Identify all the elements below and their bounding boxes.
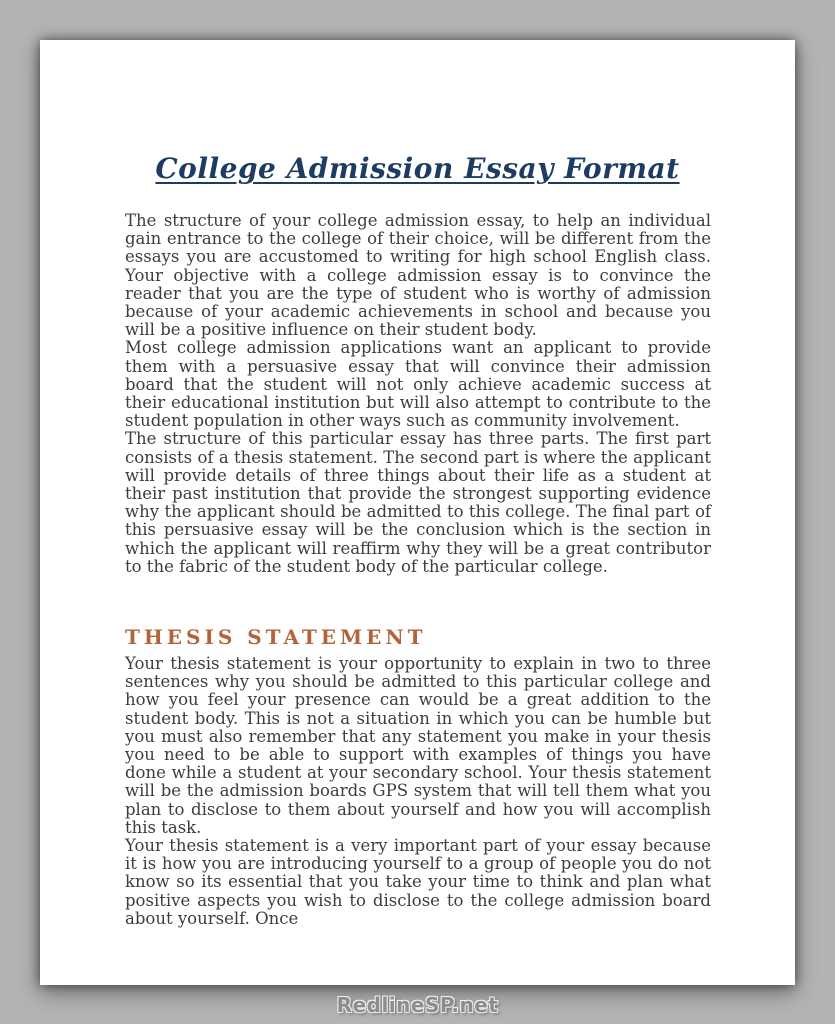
thesis-statement-section xyxy=(125,625,711,928)
intro-paragraph: The structure of your college admission essay, to help an individual gain entrance to the college of their choice, will be different from the essays you are accustomed to writing for high school English class. Your objective with a college admission essay is to convince the reader that you are the type of student who is worthy of admission because of your academic achievements in school and because you will be a positive influence on their student body. xyxy=(125,211,711,340)
intro-paragraph: Most college admission applications want an applicant to provide them with a persuasive essay that will convince their admission board that the student will not only achieve academic success at their educational institution but will also attempt to contribute to the student population in other ways such as community involvement. xyxy=(125,338,711,431)
document-page xyxy=(40,40,795,985)
watermark: RedlineSP.net xyxy=(336,993,499,1017)
document-title: College Admission Essay Format xyxy=(155,152,680,185)
intro-block xyxy=(125,212,711,576)
section-heading-thesis-statement: THESIS STATEMENT xyxy=(125,625,427,649)
thesis-paragraph: Your thesis statement is your opportunity to explain in two to three sentences why you should be admitted to this particular college and how you feel your presence can would be a great addition to the student body. This is not a situation in which you can be humble but you must also remember that any statement you make in your thesis you need to be able to support with examples of things you have done while a student at your secondary school. Your thesis statement will be the admission boards GPS system that will tell them what you plan to disclose to them about yourself and how you will accomplish this task. xyxy=(125,654,711,837)
thesis-paragraph: Your thesis statement is a very important part of your essay because it is how you are introducing yourself to a group of people you do not know so its essential that you take your time to think and plan what positive aspects you wish to disclose to the college admission board about yourself. Once xyxy=(125,836,711,928)
intro-paragraph: The structure of this particular essay has three parts. The first part consists of a thesis statement. The second part is where the applicant will provide details of three things about their life as a student at their past institution that provide the strongest supporting evidence why the applicant should be admitted to this college. The final part of this persuasive essay will be the conclusion which is the section in which the applicant will reaffirm why they will be a great contributor to the fabric of the student body of the particular college. xyxy=(125,429,711,576)
